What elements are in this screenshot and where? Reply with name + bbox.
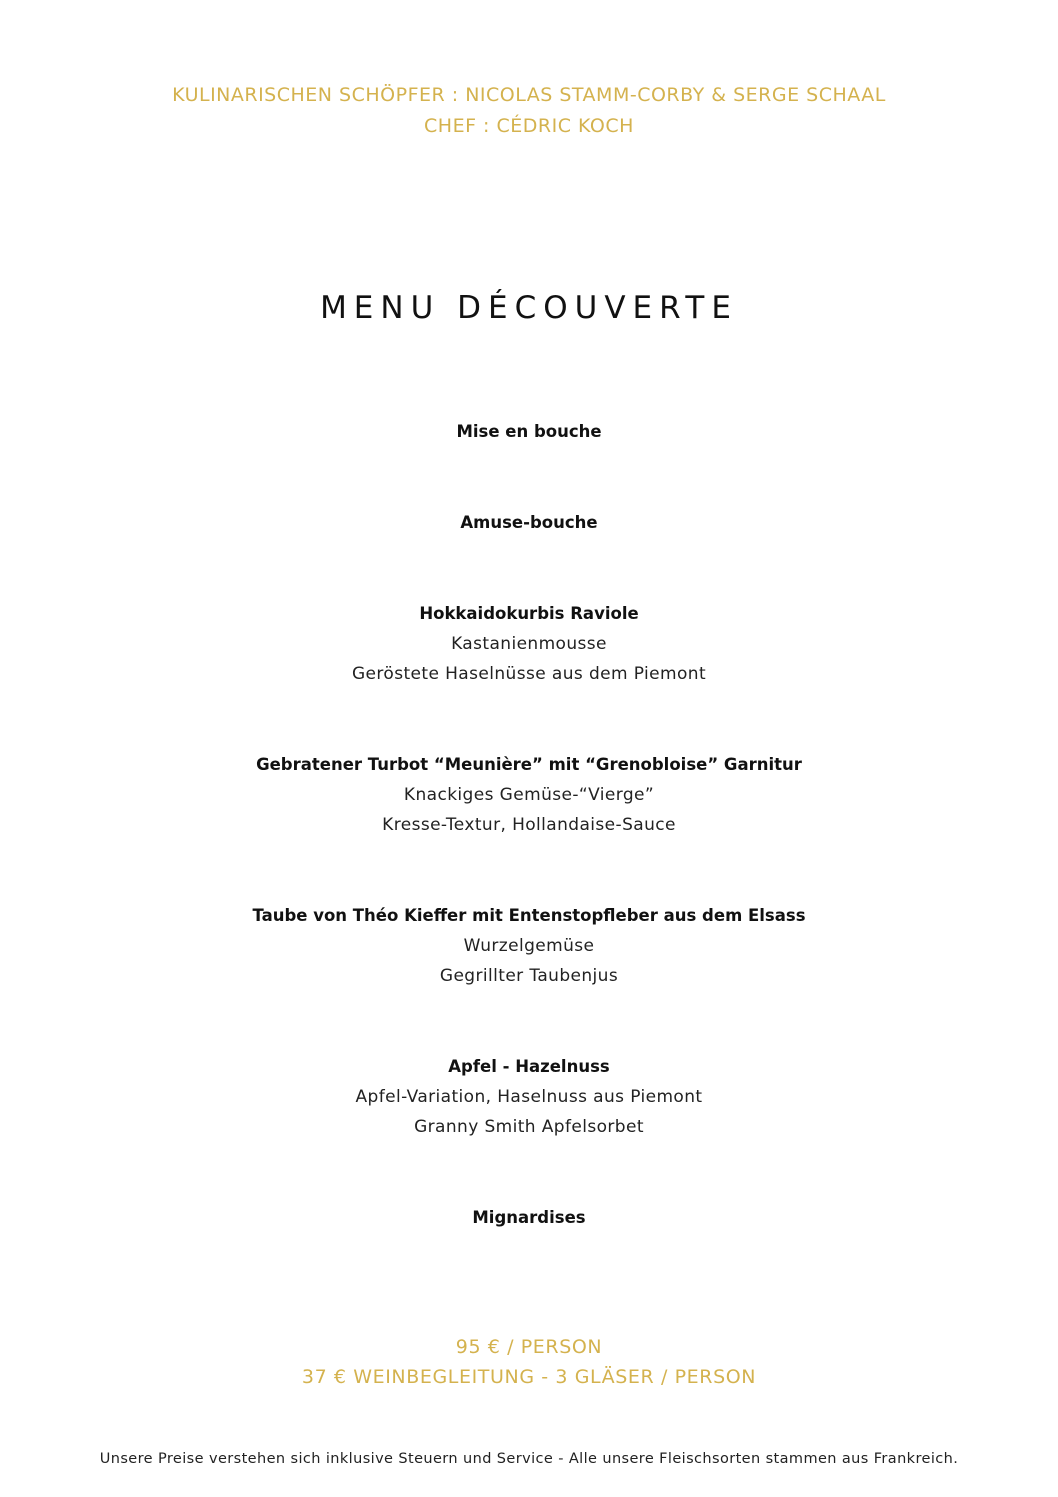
course-mignardises: [0, 1203, 1058, 1233]
course-title: Apfel - Hazelnuss: [448, 1057, 610, 1076]
course-description: Knackiges Gemüse-“Vierge”: [403, 785, 655, 805]
course-dessert: [0, 1052, 1058, 1142]
course-description: Granny Smith Apfelsorbet: [414, 1117, 644, 1137]
course-ravioli: [0, 599, 1058, 689]
credits-header: [0, 80, 1058, 142]
course-amuse-bouche: [0, 508, 1058, 538]
course-description: Wurzelgemüse: [463, 936, 595, 956]
course-description: Gegrillter Taubenjus: [439, 966, 619, 986]
course-title: Hokkaidokurbis Raviole: [419, 604, 639, 623]
course-turbot: [0, 750, 1058, 840]
culinary-creators: KULINARISCHEN SCHÖPFER : NICOLAS STAMM-CORBY & SERGE SCHAAL: [172, 84, 886, 106]
course-description: Geröstete Haselnüsse aus dem Piemont: [351, 664, 707, 684]
course-description: Kresse-Textur, Hollandaise-Sauce: [382, 815, 676, 835]
course-title: Gebratener Turbot “Meunière” mit “Grenobloise” Garnitur: [256, 755, 802, 774]
course-pigeon: [0, 901, 1058, 991]
course-description: Apfel-Variation, Haselnuss aus Piemont: [355, 1087, 703, 1107]
price-per-person: 95 € / PERSON: [455, 1336, 603, 1358]
course-title: Amuse-bouche: [460, 513, 598, 532]
course-title: Mignardises: [472, 1208, 586, 1227]
course-title: Taube von Théo Kieffer mit Entenstopfleber aus dem Elsass: [252, 906, 806, 925]
menu-title: MENU DÉCOUVERTE: [320, 290, 738, 326]
course-description: Kastanienmousse: [451, 634, 607, 654]
course-title: Mise en bouche: [456, 422, 602, 441]
footer-note: Unsere Preise verstehen sich inklusive Steuern und Service - Alle unsere Fleischsorten stammen aus Frankreich.: [99, 1451, 959, 1467]
course-mise-en-bouche: [0, 417, 1058, 447]
chef-name: CHEF : CÉDRIC KOCH: [424, 115, 634, 137]
prices: [0, 1332, 1058, 1392]
wine-pairing-price: 37 € WEINBEGLEITUNG - 3 GLÄSER / PERSON: [301, 1366, 757, 1388]
